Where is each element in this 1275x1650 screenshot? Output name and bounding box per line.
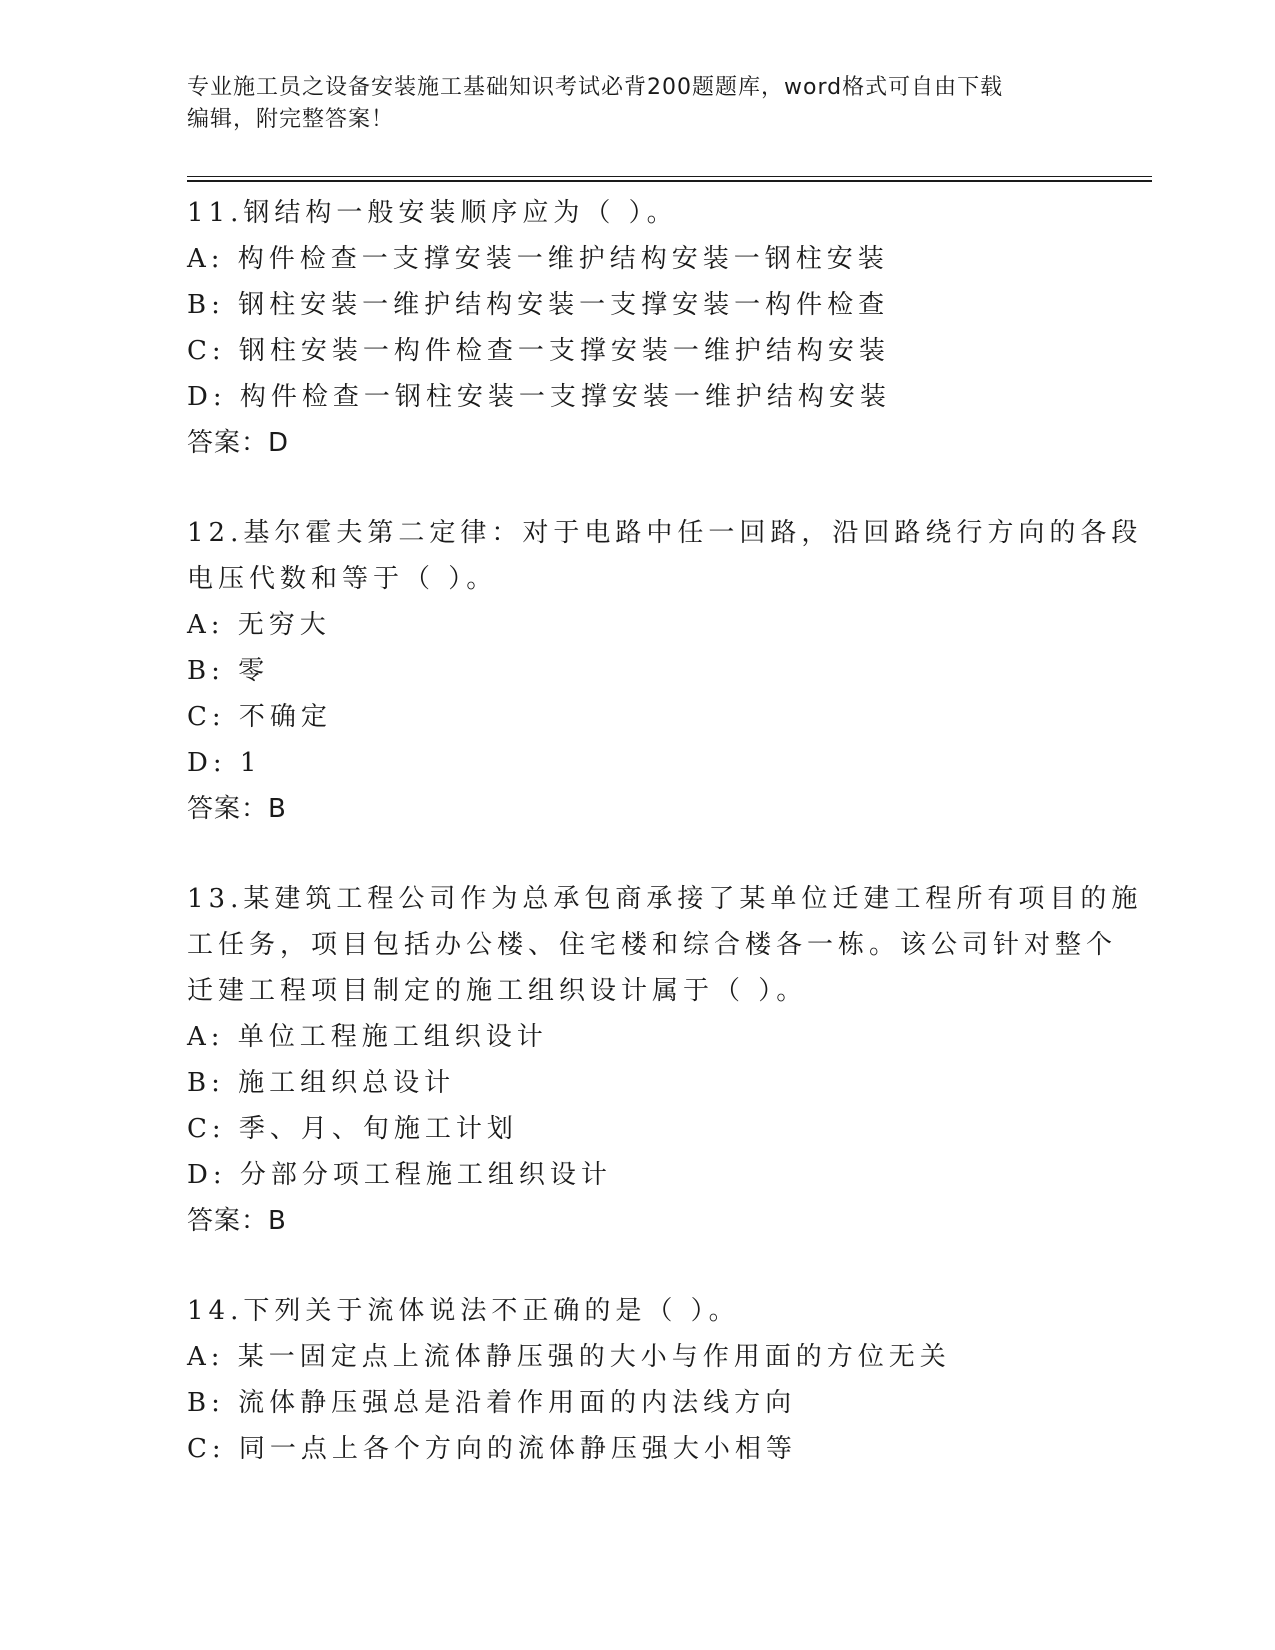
question-12 bbox=[187, 510, 1143, 832]
option-c: C: 不确定 bbox=[187, 702, 332, 732]
answer: 答案：B bbox=[187, 1206, 287, 1236]
header-line-1: 专业施工员之设备安装施工基础知识考试必背200题题库，word格式可自由下载 bbox=[187, 75, 1004, 100]
option-a: A: 无穷大 bbox=[187, 610, 331, 640]
header-line-2: 编辑，附完整答案！ bbox=[187, 107, 395, 132]
option-a: A: 某一固定点上流体静压强的大小与作用面的方位无关 bbox=[187, 1342, 951, 1372]
answer: 答案：B bbox=[187, 794, 287, 824]
question-13 bbox=[187, 876, 1143, 1244]
option-d: D: 构件检查一钢柱安装一支撑安装一维护结构安装 bbox=[187, 382, 891, 412]
answer: 答案：D bbox=[187, 428, 290, 458]
header-divider-thick bbox=[187, 180, 1152, 182]
header-divider-thin bbox=[187, 176, 1152, 177]
option-a: A: 单位工程施工组织设计 bbox=[187, 1022, 548, 1052]
question-stem: 11.钢结构一般安装顺序应为（ ）。 bbox=[187, 198, 678, 228]
option-b: B: 零 bbox=[187, 656, 270, 686]
option-b: B: 施工组织总设计 bbox=[187, 1068, 456, 1098]
question-11 bbox=[187, 190, 1087, 466]
option-c: C: 同一点上各个方向的流体静压强大小相等 bbox=[187, 1434, 797, 1464]
question-stem-line-1: 13.某建筑工程公司作为总承包商承接了某单位迁建工程所有项目的施 bbox=[187, 884, 1143, 914]
question-stem-line-1: 12.基尔霍夫第二定律：对于电路中任一回路，沿回路绕行方向的各段 bbox=[187, 518, 1143, 548]
option-a: A: 构件检查一支撑安装一维护结构安装一钢柱安装 bbox=[187, 244, 889, 274]
question-list bbox=[187, 190, 1143, 1516]
question-stem: 14.下列关于流体说法不正确的是（ ）。 bbox=[187, 1296, 740, 1326]
question-stem-line-2: 电压代数和等于（ ）。 bbox=[187, 564, 498, 594]
question-14 bbox=[187, 1288, 1087, 1472]
option-c: C: 季、月、旬施工计划 bbox=[187, 1114, 518, 1144]
option-d: D: 分部分项工程施工组织设计 bbox=[187, 1160, 612, 1190]
question-stem-line-3: 迁建工程项目制定的施工组织设计属于（ ）。 bbox=[187, 976, 808, 1006]
question-stem-line-2: 工任务，项目包括办公楼、住宅楼和综合楼各一栋。该公司针对整个 bbox=[187, 930, 1118, 960]
option-d: D: 1 bbox=[187, 748, 262, 778]
option-b: B: 流体静压强总是沿着作用面的内法线方向 bbox=[187, 1388, 797, 1418]
option-c: C: 钢柱安装一构件检查一支撑安装一维护结构安装 bbox=[187, 336, 890, 366]
document-header bbox=[187, 72, 1087, 136]
option-b: B: 钢柱安装一维护结构安装一支撑安装一构件检查 bbox=[187, 290, 890, 320]
